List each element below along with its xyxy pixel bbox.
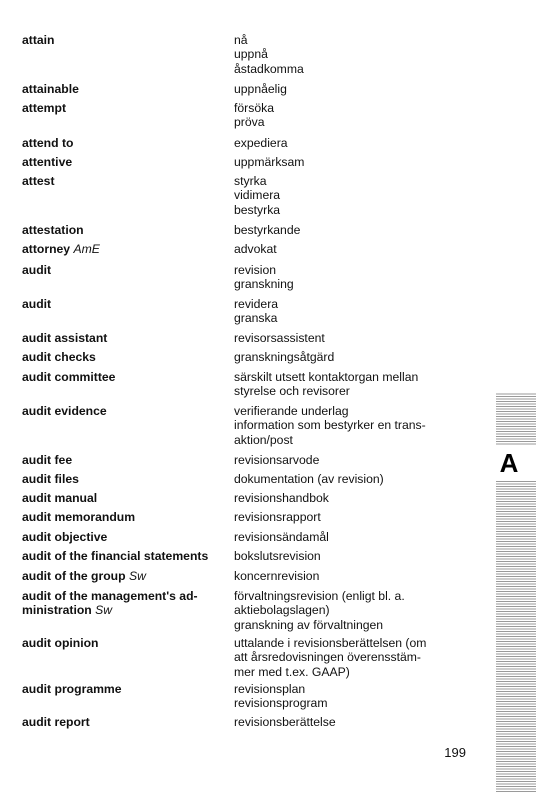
translation-line: revisionsarvode xyxy=(234,453,320,467)
translation-line: revisionsberättelse xyxy=(234,715,336,729)
translation-line: aktion/post xyxy=(234,432,293,447)
translation-line: bestyrkande xyxy=(234,223,301,237)
translation-line: styrka xyxy=(234,174,267,188)
translation-line: revidera xyxy=(234,297,279,311)
entry-term xyxy=(22,549,227,563)
translation-line: revisionsprogram xyxy=(234,696,328,711)
translation-line: pröva xyxy=(234,115,265,130)
entry-qualifier: Sw xyxy=(95,603,113,618)
entry-translations xyxy=(234,136,469,150)
entry-term-text: audit report xyxy=(22,715,90,729)
entry-translations xyxy=(234,453,469,467)
entry-term-text: audit checks xyxy=(22,350,96,364)
entry-term-text: attainable xyxy=(22,82,79,96)
entry-qualifier: Sw xyxy=(128,569,146,583)
entry-term xyxy=(22,636,227,650)
entry-term xyxy=(22,33,227,47)
page-number: 199 xyxy=(444,745,466,760)
entry-term xyxy=(22,589,227,618)
entry-term xyxy=(22,453,227,467)
entry-term xyxy=(22,155,227,169)
entry-term-text: audit files xyxy=(22,472,79,486)
entry-term xyxy=(22,242,227,256)
translation-line: granskning av förvaltningen xyxy=(234,617,384,632)
entry-term-text: audit programme xyxy=(22,682,122,696)
thumb-index-tab xyxy=(496,392,536,793)
entry-term-text: audit memorandum xyxy=(22,510,136,524)
translation-line: aktiebolagslagen) xyxy=(234,603,330,618)
entry-term xyxy=(22,223,227,237)
entry-term-text: audit assistant xyxy=(22,331,108,345)
translation-line: expediera xyxy=(234,136,288,150)
entry-term-text: audit evidence xyxy=(22,404,107,418)
entry-translations xyxy=(234,715,469,729)
entry-translations xyxy=(234,636,469,679)
entry-translations xyxy=(234,510,469,524)
entry-translations xyxy=(234,174,469,217)
translation-line: revisionsändamål xyxy=(234,530,329,544)
entry-translations xyxy=(234,82,469,96)
entry-term-text: attest xyxy=(22,174,55,188)
entry-term xyxy=(22,682,227,696)
translation-line: dokumentation (av revision) xyxy=(234,472,384,486)
entry-translations xyxy=(234,472,469,486)
entry-term xyxy=(22,472,227,486)
translation-line: uppnå xyxy=(234,47,268,62)
entry-term xyxy=(22,510,227,524)
entry-term-text: attentive xyxy=(22,155,73,169)
translation-line: vidimera xyxy=(234,188,281,203)
entry-translations xyxy=(234,530,469,544)
entry-translations xyxy=(234,223,469,237)
entry-translations xyxy=(234,569,469,583)
entry-translations xyxy=(234,155,469,169)
entry-term-text: audit of the financial statements xyxy=(22,549,209,563)
translation-line: försöka xyxy=(234,101,274,115)
entry-translations xyxy=(234,404,469,447)
translation-line: förvaltningsrevision (enligt bl. a. xyxy=(234,589,405,603)
translation-line: styrelse och revisorer xyxy=(234,384,350,399)
translation-line: uppnåelig xyxy=(234,82,287,96)
entry-translations xyxy=(234,101,469,130)
entry-term-text: audit opinion xyxy=(22,636,99,650)
translation-line: revisionsrapport xyxy=(234,510,321,524)
entry-term xyxy=(22,263,227,277)
entry-translations xyxy=(234,682,469,711)
entry-term-text: attain xyxy=(22,33,55,47)
translation-line: bokslutsrevision xyxy=(234,549,321,563)
entry-term xyxy=(22,101,227,115)
entry-term-text: attestation xyxy=(22,223,84,237)
entry-term xyxy=(22,530,227,544)
entry-translations xyxy=(234,242,469,256)
entry-translations xyxy=(234,33,469,76)
translation-line: uttalande i revisionsberättelsen (om xyxy=(234,636,427,650)
translation-line: granska xyxy=(234,311,278,326)
entry-term-text: audit xyxy=(22,297,52,311)
entry-term xyxy=(22,569,227,583)
entry-translations xyxy=(234,491,469,505)
translation-line: verifierande underlag xyxy=(234,404,349,418)
entry-translations xyxy=(234,263,469,292)
entry-translations xyxy=(234,297,469,326)
entry-qualifier: AmE xyxy=(73,242,100,256)
entry-term-text: audit of the group xyxy=(22,569,126,583)
entry-term xyxy=(22,297,227,311)
entry-term-text: attend to xyxy=(22,136,74,150)
translation-line: advokat xyxy=(234,242,277,256)
thumb-index-letter: A xyxy=(499,448,519,478)
translation-line: revisorsassistent xyxy=(234,331,325,345)
translation-line: uppmärksam xyxy=(234,155,305,169)
translation-line: koncernrevision xyxy=(234,569,320,583)
translation-line: revisionsplan xyxy=(234,682,306,696)
entry-term-text: audit committee xyxy=(22,370,116,384)
translation-line: revision xyxy=(234,263,276,277)
entry-term-text: audit of the management's ad- ministration xyxy=(22,589,198,618)
entry-term-text: audit fee xyxy=(22,453,73,467)
entry-term xyxy=(22,82,227,96)
translation-line: nå xyxy=(234,33,248,47)
translation-line: mer med t.ex. GAAP) xyxy=(234,664,350,679)
translation-line: information som bestyrker en trans- xyxy=(234,418,426,433)
translation-line: särskilt utsett kontaktorgan mellan xyxy=(234,370,419,384)
translation-line: att årsredovisningen överensstäm- xyxy=(234,650,421,665)
translation-line: revisionshandbok xyxy=(234,491,329,505)
entry-term xyxy=(22,331,227,345)
entry-term xyxy=(22,136,227,150)
entry-term-text: audit objective xyxy=(22,530,108,544)
entry-translations xyxy=(234,331,469,345)
entry-term xyxy=(22,491,227,505)
entry-term xyxy=(22,715,227,729)
entry-term-text: attorney xyxy=(22,242,71,256)
entry-term-text: audit xyxy=(22,263,52,277)
entry-translations xyxy=(234,370,469,399)
entry-term-text: audit manual xyxy=(22,491,98,505)
entry-term xyxy=(22,174,227,188)
translation-line: åstadkomma xyxy=(234,61,304,76)
entry-term xyxy=(22,404,227,418)
entry-translations xyxy=(234,549,469,563)
entry-term xyxy=(22,350,227,364)
translation-line: bestyrka xyxy=(234,202,281,217)
entry-term-text: attempt xyxy=(22,101,67,115)
entry-translations xyxy=(234,589,469,632)
entry-term xyxy=(22,370,227,384)
translation-line: granskningsåtgärd xyxy=(234,350,335,364)
translation-line: granskning xyxy=(234,277,294,292)
entry-translations xyxy=(234,350,469,364)
